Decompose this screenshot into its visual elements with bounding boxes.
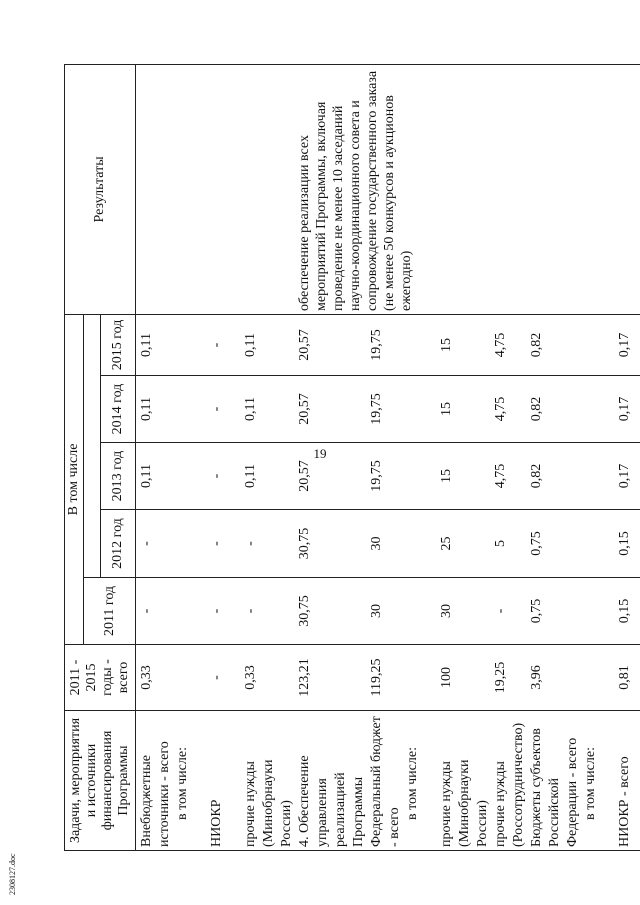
table-row [242,64,296,850]
header-year-2011: 2011 год [84,578,136,645]
row-2015: 0,17 [616,314,640,375]
row-2015: 0,11 [138,314,174,375]
row-2015: 0,82 [528,314,582,375]
financing-table [64,64,640,851]
header-total: 2011 - 2015 годы - всего [65,645,136,711]
row-results [582,64,616,314]
row-2013: 0,11 [242,443,296,510]
row-2015 [404,314,438,375]
row-2013: 0,11 [138,443,174,510]
row-2015: 0,11 [242,314,296,375]
row-2013: 0,17 [616,443,640,510]
header-results: Результаты [65,64,136,314]
row-task: Бюджеты субъектов Российской Федерации - всего [528,711,582,851]
row-task: 4. Обеспечение управления реализацией Программы [296,711,368,851]
row-2011 [582,578,616,645]
row-2011: - [242,578,296,645]
row-2014: 20,57 [296,376,368,443]
row-total: 0,33 [138,645,174,711]
row-2012: 5 [492,510,528,578]
row-2015: 20,57 [296,314,368,375]
row-2011: - [138,578,174,645]
row-2012: - [242,510,296,578]
row-2013 [582,443,616,510]
table-row [582,64,616,850]
row-2012: 0,75 [528,510,582,578]
row-total: 0,81 [616,645,640,711]
row-task: прочие нужды (Минобрнауки России) [242,711,296,851]
row-2012: 30,75 [296,510,368,578]
table-row [208,64,242,850]
row-2012: - [138,510,174,578]
row-task: Внебюджетные источники - всего [138,711,174,851]
row-2013: 19,75 [368,443,404,510]
header-year-2015: 2015 год [101,314,136,375]
row-2014: 15 [438,376,492,443]
row-results [138,64,174,314]
table-row [528,64,582,850]
row-total: 3,96 [528,645,582,711]
row-2014: 0,11 [138,376,174,443]
row-2012 [582,510,616,578]
row-total: 0,33 [242,645,296,711]
page-number: 19 [313,446,327,461]
row-2012: 25 [438,510,492,578]
row-task: в том числе: [582,711,616,851]
header-year-2012: 2012 год [101,510,136,578]
row-total [582,645,616,711]
table-row [616,64,640,850]
row-2014: 4,75 [492,376,528,443]
row-2015 [582,314,616,375]
row-total: 100 [438,645,492,711]
row-2012: 0,15 [616,510,640,578]
row-results [174,64,208,314]
row-total: 19,25 [492,645,528,711]
header-year-2014: 2014 год [101,376,136,443]
row-total: 119,25 [368,645,404,711]
row-2013: 15 [438,443,492,510]
row-2015: 19,75 [368,314,404,375]
row-2013 [404,443,438,510]
row-2015: 15 [438,314,492,375]
row-2011: 0,15 [616,578,640,645]
row-2014: 19,75 [368,376,404,443]
row-2011: 30 [368,578,404,645]
row-2013: 20,57 [296,443,368,510]
row-total [174,645,208,711]
row-results [528,64,582,314]
row-2013: 0,82 [528,443,582,510]
row-2014: 0,82 [528,376,582,443]
row-task: НИОКР [208,711,242,851]
header-including: В том числе [65,314,84,644]
table-row [138,64,174,850]
row-2014: 0,11 [242,376,296,443]
row-task: НИОКР - всего [616,711,640,851]
row-2011: - [208,578,242,645]
row-2014 [404,376,438,443]
row-2014 [174,376,208,443]
table-row [174,64,208,850]
row-2014: 0,17 [616,376,640,443]
table-row [296,64,368,850]
row-2012 [174,510,208,578]
row-2011: 0,75 [528,578,582,645]
row-2015: - [208,314,242,375]
financing-table-sheet [64,65,632,851]
header-year-2013: 2013 год [101,443,136,510]
row-task: в том числе: [404,711,438,851]
row-total: - [208,645,242,711]
row-2014 [582,376,616,443]
row-2014: - [208,376,242,443]
header-spacer [84,314,101,577]
row-total: 123,21 [296,645,368,711]
row-2013: - [208,443,242,510]
row-task: Федеральный бюджет - всего [368,711,404,851]
row-task: прочие нужды (Россотрудничество) [492,711,528,851]
row-2013 [174,443,208,510]
row-2015: 4,75 [492,314,528,375]
row-results [242,64,296,314]
row-results [616,64,640,314]
footer-filename-text: 2308127.doc [8,853,17,895]
row-2013: 4,75 [492,443,528,510]
row-2011 [404,578,438,645]
row-2012: 30 [368,510,404,578]
row-task: в том числе: [174,711,208,851]
row-2011: - [492,578,528,645]
row-2012 [404,510,438,578]
row-2011: 30 [438,578,492,645]
row-task: прочие нужды (Минобрнауки России) [438,711,492,851]
header-task: Задачи, мероприятия и источники финансирования Программы [65,711,136,851]
row-total [404,645,438,711]
row-2012: - [208,510,242,578]
row-2011 [174,578,208,645]
footer-filename [8,853,72,905]
row-2011: 30,75 [296,578,368,645]
row-2015 [174,314,208,375]
row-results [208,64,242,314]
row-results: обеспечение реализации всех мероприятий Программы, включая проведение не менее 10 заседаний научно-координационного совета и сопровождение государственного заказа (не менее 50 конкурсов и аукционов ежегодно) [296,64,528,314]
